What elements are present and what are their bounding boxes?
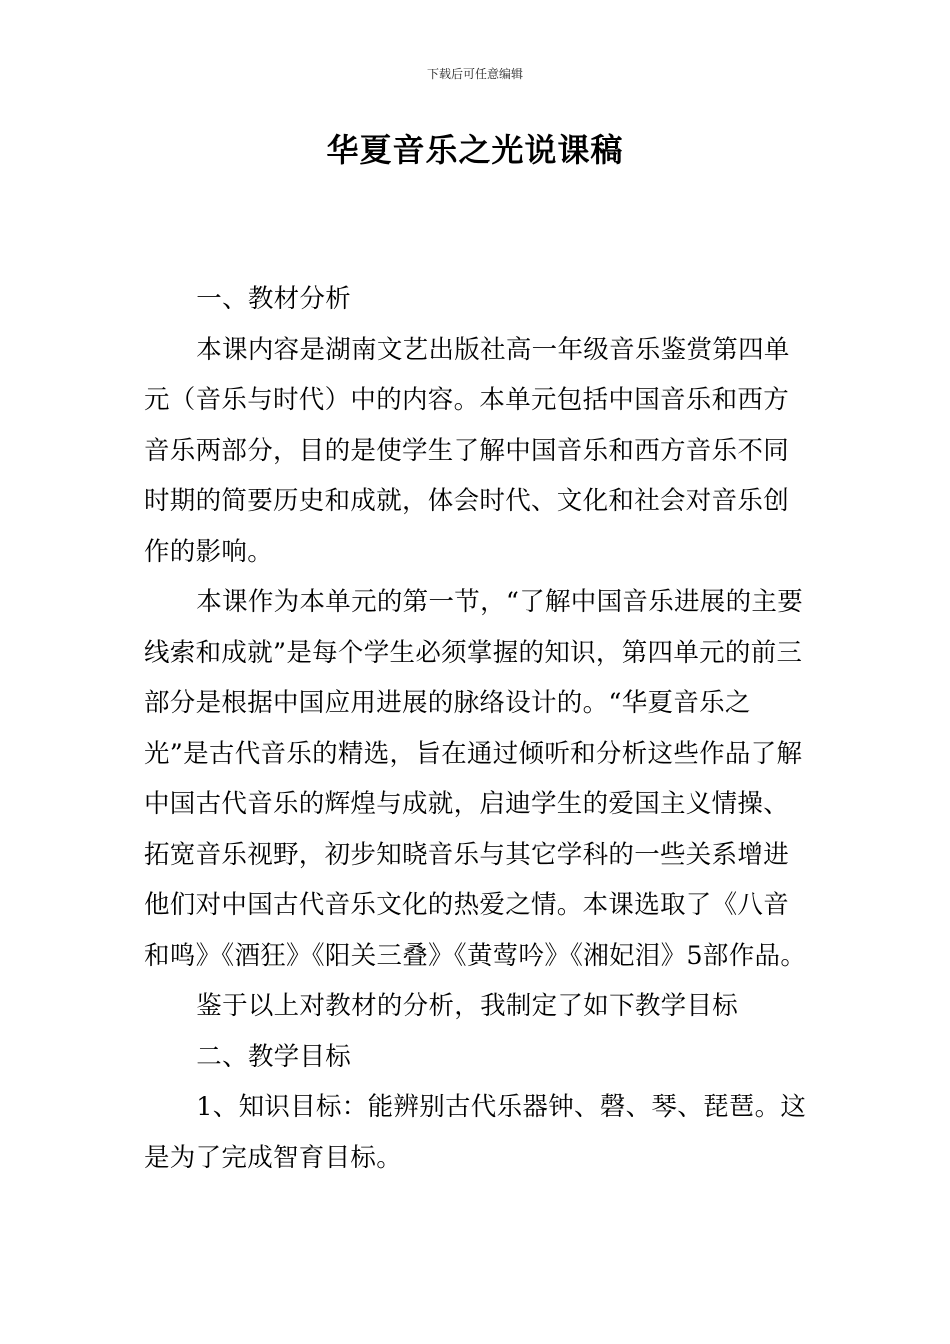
document-body	[144, 274, 808, 1183]
document-title: 华夏音乐之光说课稿	[326, 131, 624, 169]
section-heading-teaching-material-analysis: 一、教材分析	[196, 284, 352, 314]
body-paragraph: 本课内容是湖南文艺出版社高一年级音乐鉴赏第四单元（音乐与时代）中的内容。本单元包括中国音乐和西方音乐两部分，目的是使学生了解中国音乐和西方音乐不同时期的简要历史和成就，体会时代、文化和社会对音乐创作的影响。	[144, 334, 790, 567]
header-note: 下载后可任意编辑	[426, 67, 523, 81]
section-heading-teaching-objectives: 二、教学目标	[196, 1041, 352, 1072]
body-paragraph: 1、知识目标：能辨别古代乐器钟、磬、琴、琵琶。这是为了完成智育目标。	[144, 1092, 807, 1173]
body-paragraph: 鉴于以上对教材的分析，我制定了如下教学目标	[196, 991, 739, 1021]
body-paragraph: 本课作为本单元的第一节，“了解中国音乐进展的主要线索和成就”是每个学生必须掌握的知识，第四单元的前三部分是根据中国应用进展的脉络设计的。“华夏音乐之光”是古代音乐的精选，旨在通过倾听和分析这些作品了解中国古代音乐的辉煌与成就，启迪学生的爱国主义情操、拓宽音乐视野，初步知晓音乐与其它学科的一些关系增进他们对中国古代音乐文化的热爱之情。本课选取了《八音和鸣》《酒狂》《阳关三叠》《黄莺吟》《湘妃泪》5部作品。	[144, 587, 807, 971]
